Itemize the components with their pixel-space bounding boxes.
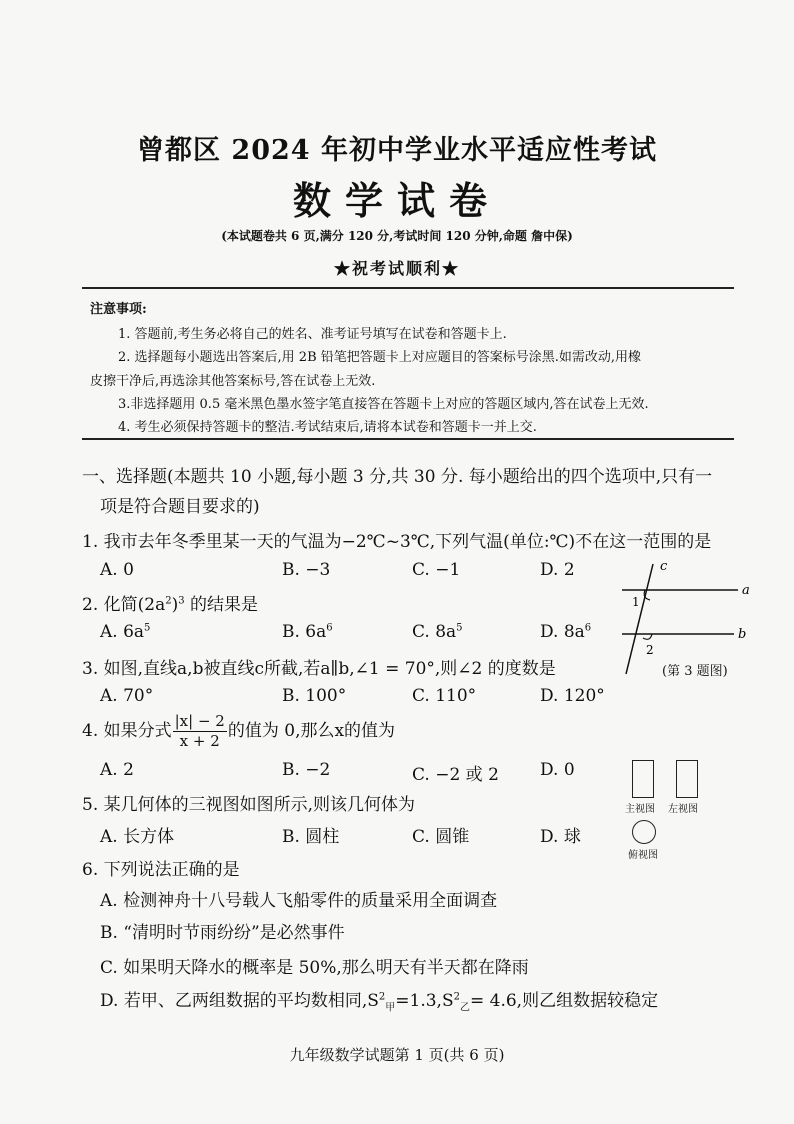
label-angle-1: 1	[632, 595, 640, 609]
exam-title: 曾都区 2024 年初中学业水平适应性考试	[137, 135, 657, 166]
notice-item: 4. 考生必须保持答题卡的整洁.考试结束后,请将本试卷和答题卡一并上交.	[118, 420, 537, 435]
side-view-label: 左视图	[668, 804, 698, 815]
good-luck-banner: ★祝考试顺利★	[333, 259, 460, 278]
line-c	[626, 564, 653, 674]
question-5: 5. 某几何体的三视图如图所示,则该几何体为	[82, 795, 416, 815]
top-view-circle	[632, 820, 656, 844]
q3-option-b: B. 100°	[282, 686, 347, 706]
side-view-rectangle	[676, 760, 698, 798]
section-heading-continued: 项是符合题目要求的)	[100, 497, 260, 517]
label-c: c	[660, 559, 668, 574]
q4-option-b: B. −2	[282, 760, 331, 780]
front-view-rectangle	[632, 760, 654, 798]
angle-2-arc	[643, 634, 652, 639]
q6-option-b: B. “清明时节雨纷纷”是必然事件	[100, 923, 345, 943]
top-view-label: 俯视图	[628, 850, 658, 861]
label-a: a	[742, 583, 750, 598]
exam-subject-title: 数学试卷	[292, 178, 501, 223]
q4-option-a: A. 2	[100, 760, 134, 780]
notice-item: 3.非选择题用 0.5 毫米黑色墨水签字笔直接答在答题卡上对应的答题区域内,答在试卷上无效.	[118, 397, 649, 412]
q4-option-c: C. −2 或 2	[412, 765, 499, 785]
q3-option-d: D. 120°	[540, 686, 605, 706]
q2-option-d: D. $8a^6$	[540, 622, 592, 642]
q1-option-c: C. −1	[412, 560, 461, 580]
notice-item: 2. 选择题每小题选出答案后,用 2B 铅笔把答题卡上对应题目的答案标号涂黑.如需改动,用橡	[118, 350, 642, 365]
q4-option-d: D. 0	[540, 760, 575, 780]
fraction: $\frac{|x| - 2}{x + 2}$	[174, 712, 225, 750]
notice-item: 皮擦干净后,再选涂其他答案标号,答在试卷上无效.	[90, 374, 376, 389]
q5-option-a: A. 长方体	[100, 827, 175, 847]
q2-option-a: A. $6a^5$	[100, 622, 151, 642]
q1-option-b: B. −3	[282, 560, 331, 580]
question-6: 6. 下列说法正确的是	[82, 860, 240, 880]
q1-option-d: D. 2	[540, 560, 575, 580]
q1-option-a: A. 0	[100, 560, 134, 580]
question-4: 4. 如果分式 $\frac{|x| - 2}{x + 2}$ 的值为 0,那么x的值为	[82, 712, 396, 750]
q2-option-c: C. $8a^5$	[412, 622, 463, 642]
q3-figure-caption: (第 3 题图)	[662, 664, 728, 679]
label-angle-2: 2	[646, 643, 654, 657]
front-view-label: 主视图	[625, 804, 655, 815]
section-heading: 一、选择题(本题共 10 小题,每小题 3 分,共 30 分. 每小题给出的四个选项中,只有一	[82, 467, 713, 487]
label-b: b	[738, 627, 747, 642]
q5-option-b: B. 圆柱	[282, 827, 340, 847]
notice-bottom-divider	[82, 438, 734, 440]
q5-option-d: D. 球	[540, 827, 581, 847]
q5-option-c: C. 圆锥	[412, 827, 470, 847]
page-footer: 九年级数学试题第 1 页(共 6 页)	[289, 1046, 505, 1064]
question-2: 2. 化简$(2a^2)^3$ 的结果是	[82, 595, 259, 615]
q6-option-c: C. 如果明天降水的概率是 50%,那么明天有半天都在降雨	[100, 958, 529, 978]
q3-option-a: A. 70°	[100, 686, 154, 706]
question-3: 3. 如图,直线a,b被直线c所截,若a∥b,∠1 = 70°,则∠2 的度数是	[82, 659, 556, 679]
exam-info: (本试题卷共 6 页,满分 120 分,考试时间 120 分钟,命题 詹中保)	[221, 229, 573, 243]
q3-option-c: C. 110°	[412, 686, 477, 706]
q6-option-a: A. 检测神舟十八号载人飞船零件的质量采用全面调查	[100, 891, 498, 911]
notice-title: 注意事项:	[90, 302, 147, 317]
notice-item: 1. 答题前,考生务必将自己的姓名、准考证号填写在试卷和答题卡上.	[118, 327, 507, 342]
question-1: 1. 我市去年冬季里某一天的气温为−2℃~3℃,下列气温(单位:℃)不在这一范围的是	[82, 532, 712, 552]
notice-top-divider	[82, 287, 734, 289]
q2-option-b: B. $6a^6$	[282, 622, 333, 642]
q6-option-d: D. 若甲、乙两组数据的平均数相同$,S^2_甲=1.3,S^2_乙= 4.6$,则乙组数据较稳定	[100, 991, 659, 1014]
